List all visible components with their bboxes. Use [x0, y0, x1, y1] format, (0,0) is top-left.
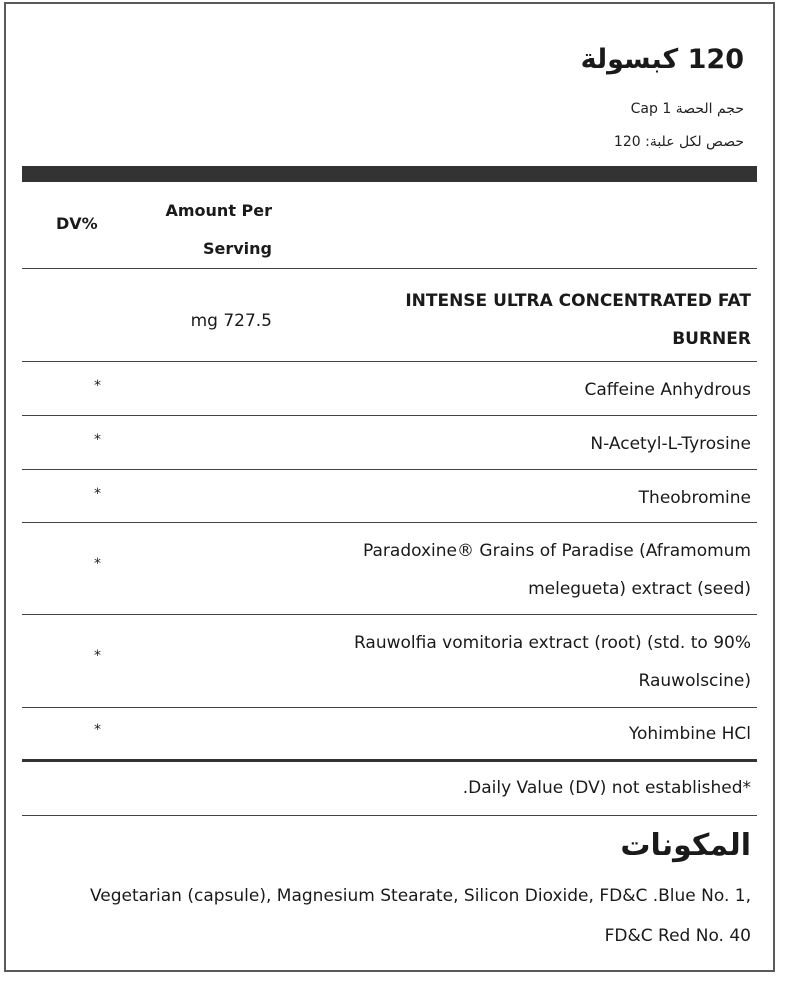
row-dv: * [94, 378, 101, 394]
ingredient-row: Paradoxine® Grains of Paradise (Aframomum melegueta) extract (seed) [363, 541, 751, 599]
row-dv: * [94, 648, 101, 664]
divider [22, 268, 757, 269]
row-dv: * [94, 432, 101, 448]
bold-divider [22, 759, 757, 762]
serving-size: حجم الحصة 1 Cap [630, 101, 744, 117]
thick-divider [22, 166, 757, 182]
divider [22, 815, 757, 816]
supplement-facts-label [4, 2, 775, 972]
divider [22, 361, 757, 362]
row-dv: * [94, 486, 101, 502]
servings-per-container: حصص لكل علبة: 120 [613, 134, 744, 150]
row-dv: * [94, 556, 101, 572]
ingredients-list: Vegetarian (capsule), Magnesium Stearate, Silicon Dioxide, FD&C .Blue No. 1, FD&C Red No. 40 [89, 886, 751, 946]
row-dv: * [94, 722, 101, 738]
ingredient-row: Yohimbine HCl [628, 724, 751, 744]
blend-name: INTENSE ULTRA CONCENTRATED FAT BURNER [405, 291, 751, 349]
ingredient-row: Theobromine [638, 488, 751, 508]
divider [22, 522, 757, 523]
ingredient-row: N-Acetyl-L-Tyrosine [590, 434, 751, 454]
ingredient-row: Rauwolfia vomitoria extract (root) (std. to 90% Rauwolscine) [353, 633, 751, 691]
ingredients-heading: المكونات [620, 828, 751, 863]
divider [22, 469, 757, 470]
divider [22, 707, 757, 708]
dv-column-header: DV% [56, 214, 98, 233]
amount-column-header: Amount Per Serving [165, 201, 272, 258]
divider [22, 415, 757, 416]
divider [22, 614, 757, 615]
capsule-count-title: 120 كبسولة [580, 44, 744, 75]
blend-amount: mg 727.5 [190, 311, 272, 331]
ingredient-row: Caffeine Anhydrous [584, 380, 751, 400]
dv-footnote: .Daily Value (DV) not established* [462, 778, 751, 798]
